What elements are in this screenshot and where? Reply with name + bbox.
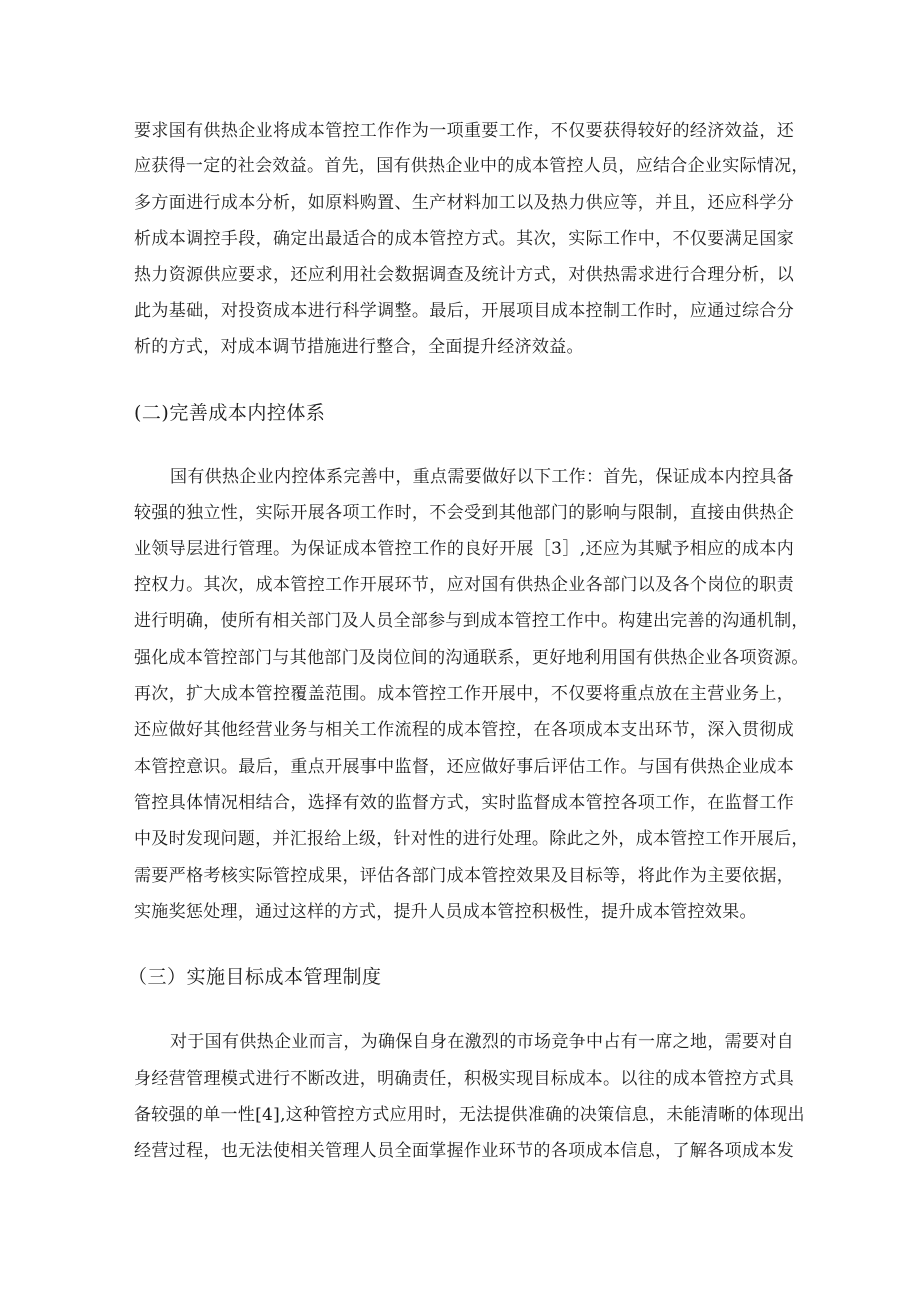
paragraph-2-line: 控权力。其次，成本管控工作开展环节，应对国有供热企业各部门以及各个岗位的职责 <box>134 575 794 595</box>
paragraph-1-line: 应获得一定的社会效益。首先，国有供热企业中的成本管控人员，应结合企业实际情况， <box>134 156 809 176</box>
paragraph-2-line: 进行明确，使所有相关部门及人员全部参与到成本管控工作中。构建出完善的沟通机制， <box>134 611 809 631</box>
paragraph-3-line: 经营过程，也无法使相关管理人员全面掌握作业环节的各项成本信息，了解各项成本发 <box>134 1141 794 1161</box>
paragraph-1-line: 要求国有供热企业将成本管控工作作为一项重要工作，不仅要获得较好的经济效益，还 <box>134 121 794 141</box>
paragraph-2-line: 管控具体情况相结合，选择有效的监督方式，实时监督成本管控各项工作，在监督工作 <box>134 793 794 813</box>
paragraph-1-line: 多方面进行成本分析，如原料购置、生产材料加工以及热力供应等，并且，还应科学分 <box>134 193 794 213</box>
paragraph-2-line: 较强的独立性，实际开展各项工作时，不会受到其他部门的影响与限制，直接由供热企 <box>134 503 794 523</box>
paragraph-3-line: 对于国有供热企业而言，为确保自身在激烈的市场竞争中占有一席之地，需要对自 <box>170 1032 794 1052</box>
paragraph-1-line: 析的方式，对成本调节措施进行整合，全面提升经济效益。 <box>134 337 584 357</box>
paragraph-2-line: 还应做好其他经营业务与相关工作流程的成本管控，在各项成本支出环节，深入贯彻成 <box>134 720 794 740</box>
paragraph-2-line: 需要严格考核实际管控成果，评估各部门成本管控效果及目标等，将此作为主要依据， <box>134 866 794 886</box>
paragraph-2-line: 本管控意识。最后，重点开展事中监督，还应做好事后评估工作。与国有供热企业成本 <box>134 757 794 777</box>
paragraph-1-line: 热力资源供应要求，还应利用社会数据调查及统计方式，对供热需求进行合理分析，以 <box>134 265 794 285</box>
paragraph-1-line: 析成本调控手段，确定出最适合的成本管控方式。其次，实际工作中，不仅要满足国家 <box>134 229 794 249</box>
paragraph-3-line: 身经营管理模式进行不断改进，明确责任，积极实现目标成本。以往的成本管控方式具 <box>134 1069 794 1089</box>
paragraph-2-line: 实施奖惩处理，通过这样的方式，提升人员成本管控积极性，提升成本管控效果。 <box>134 902 757 922</box>
paragraph-3-line: 备较强的单一性[4],这种管控方式应用时，无法提供准确的决策信息，未能清晰的体现出 <box>134 1105 805 1125</box>
section-heading-2: (二)完善成本内控体系 <box>134 402 326 424</box>
paragraph-2-line: 业领导层进行管理。为保证成本管控工作的良好开展［3］,还应为其赋予相应的成本内 <box>134 539 794 559</box>
paragraph-2-line: 国有供热企业内控体系完善中，重点需要做好以下工作：首先，保证成本内控具备 <box>170 467 794 487</box>
paragraph-2-line: 中及时发现问题，并汇报给上级，针对性的进行处理。除此之外，成本管控工作开展后， <box>134 829 809 849</box>
paragraph-2-line: 强化成本管控部门与其他部门及岗位间的沟通联系，更好地利用国有供热企业各项资源。 <box>134 648 809 668</box>
section-heading-3: （三）实施目标成本管理制度 <box>128 966 382 988</box>
paragraph-1-line: 此为基础，对投资成本进行科学调整。最后，开展项目成本控制工作时，应通过综合分 <box>134 301 794 321</box>
paragraph-2-line: 再次，扩大成本管控覆盖范围。成本管控工作开展中，不仅要将重点放在主营业务上， <box>134 684 794 704</box>
